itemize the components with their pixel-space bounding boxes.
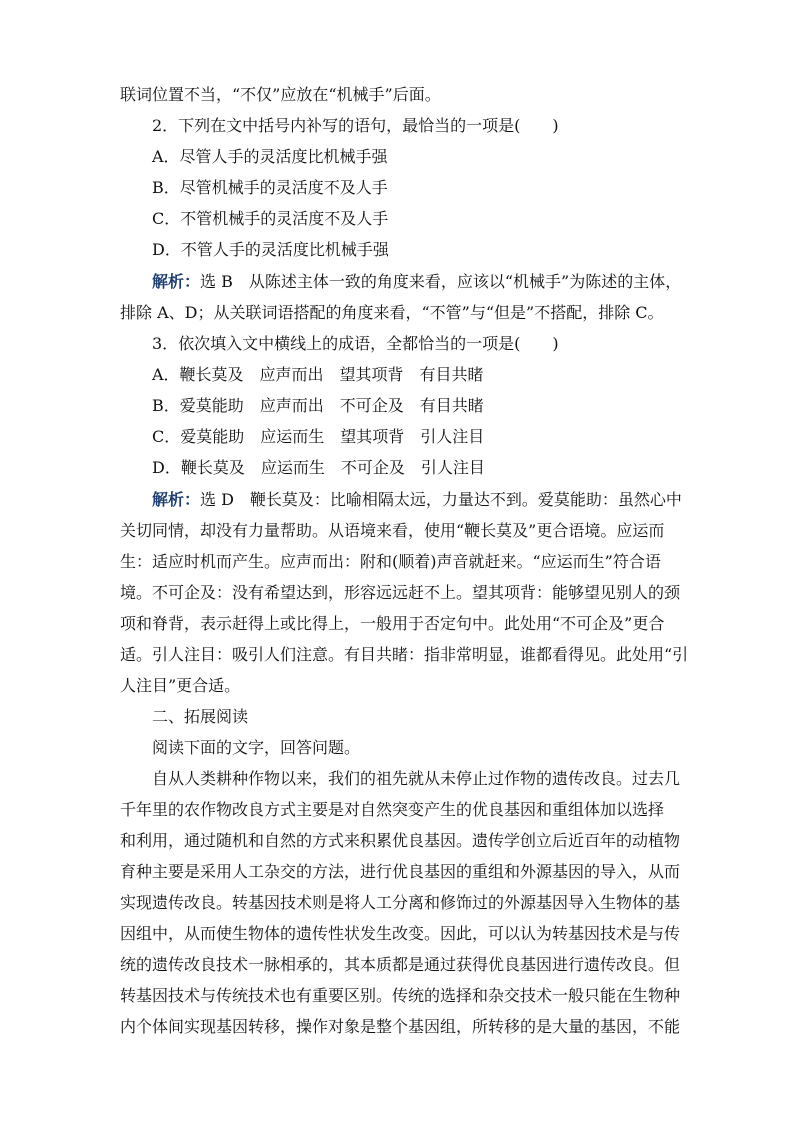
text-line: 适。引人注目：吸引人们注意。有目共睹：指非常明显，谁都看得见。此处用“引 <box>120 645 689 664</box>
passage-line: 统的遗传改良技术一脉相承的，其本质都是通过获得优良基因进行遗传改良。但 <box>120 955 681 974</box>
passage-line: 育种主要是采用人工杂交的方法，进行优良基因的重组和外源基因的导入，从而 <box>120 862 681 881</box>
analysis-line <box>152 272 712 292</box>
text-line: 联词位置不当，“不仅”应放在“机械手”后面。 <box>120 85 441 104</box>
passage-line: 千年里的农作物改良方式主要是对自然突变产生的优良基因和重组体加以选择 <box>120 800 665 819</box>
text-line: 关切同情，却没有力量帮助。从语境来看，使用“鞭长莫及”更合语境。应运而 <box>120 521 665 540</box>
passage-line: 内个体间实现基因转移，操作对象是整个基因组，所转移的是大量的基因，不能 <box>120 1017 681 1036</box>
analysis-line <box>152 490 712 510</box>
analysis-text: 选 B 从陈述主体一致的角度来看，应该以“机械手”为陈述的主体， <box>200 272 682 291</box>
option-d: D．鞭长莫及 应运而生 不可企及 引人注目 <box>152 458 485 477</box>
section-heading: 二、拓展阅读 <box>152 707 249 726</box>
option-c: C．不管机械手的灵活度不及人手 <box>152 209 389 228</box>
passage-line: 实现遗传改良。转基因技术则是将人工分离和修饰过的外源基因导入生物体的基 <box>120 893 681 912</box>
text-line: 项和脊背，表示赶得上或比得上，一般用于否定句中。此处用“不可企及”更合 <box>120 614 665 633</box>
instruction-line: 阅读下面的文字，回答问题。 <box>152 738 361 757</box>
analysis-text: 选 D 鞭长莫及：比喻相隔太远，力量达不到。爱莫能助：虽然心中 <box>200 490 682 509</box>
text-line: 境。不可企及：没有希望达到，形容远远赶不上。望其项背：能够望见别人的颈 <box>120 583 681 602</box>
analysis-label: 解析： <box>152 490 201 509</box>
passage-line: 和利用，通过随机和自然的方式来积累优良基因。遗传学创立后近百年的动植物 <box>120 831 681 850</box>
text-line: 生：适应时机而产生。应声而出：附和(顺着)声音就赶来。“应运而生”符合语 <box>120 552 661 571</box>
question-2-stem: 2．下列在文中括号内补写的语句，最恰当的一项是( ) <box>152 116 559 135</box>
analysis-label: 解析： <box>152 272 201 291</box>
option-b: B．尽管机械手的灵活度不及人手 <box>152 178 388 197</box>
question-3-stem: 3．依次填入文中横线上的成语，全都恰当的一项是( ) <box>152 334 559 353</box>
option-d: D．不管人手的灵活度比机械手强 <box>152 240 389 259</box>
text-line: 人注目”更合适。 <box>120 676 241 695</box>
passage-line: 因组中，从而使生物体的遗传性状发生改变。因此，可以认为转基因技术是与传 <box>120 924 681 943</box>
option-a: A．鞭长莫及 应声而出 望其项背 有目共睹 <box>152 365 484 384</box>
option-b: B．爱莫能助 应声而出 不可企及 有目共睹 <box>152 396 484 415</box>
passage-line: 自从人类耕种作物以来，我们的祖先就从未停止过作物的遗传改良。过去几 <box>152 769 681 788</box>
option-a: A．尽管人手的灵活度比机械手强 <box>152 147 388 166</box>
option-c: C．爱莫能助 应运而生 望其项背 引人注目 <box>152 427 485 446</box>
text-line: 排除 A、D；从关联词语搭配的角度来看，“不管”与“但是”不搭配，排除 C。 <box>120 303 664 322</box>
passage-line: 转基因技术与传统技术也有重要区别。传统的选择和杂交技术一般只能在生物种 <box>120 986 681 1005</box>
